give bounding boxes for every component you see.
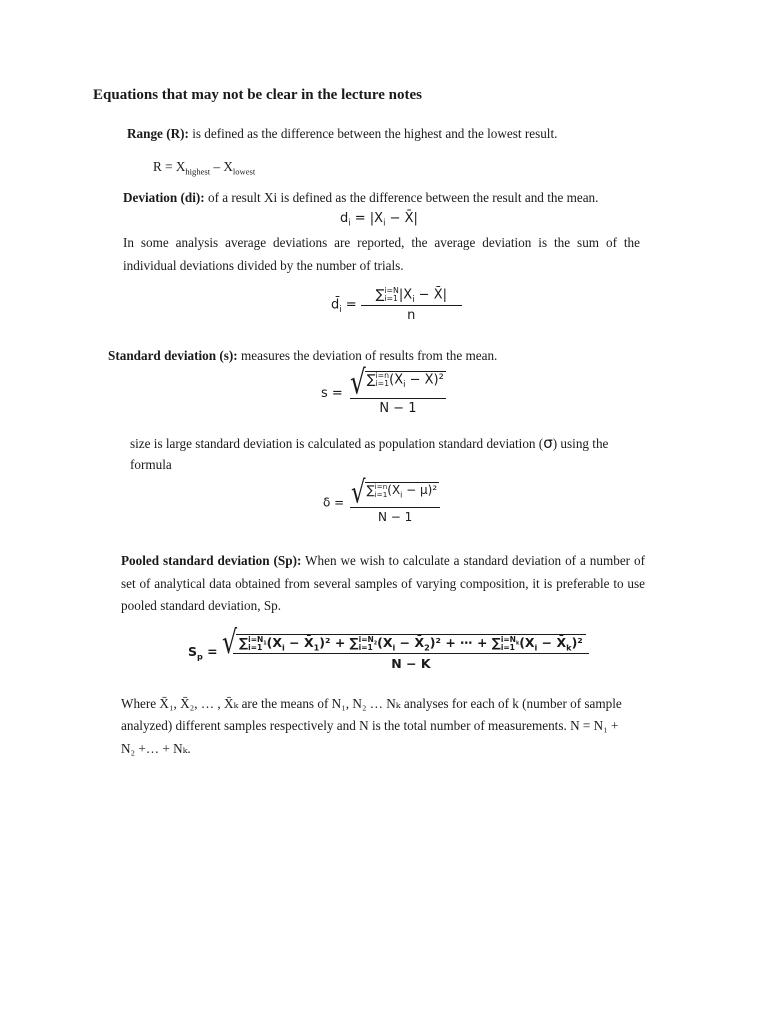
- std-body-end: − X̄)²: [405, 372, 444, 388]
- population-std-paragraph-line1: [130, 432, 608, 456]
- pop-std-fraction: √ ∑ i=n i=1 $(X_i - \mu)^2$ N − 1: [348, 482, 442, 524]
- sigma-symbol: σ: [543, 434, 553, 452]
- std-sum-top: i=n: [375, 371, 390, 380]
- avg-dev-sum-bottom: i=1: [384, 293, 399, 303]
- deviation-equation: $d_i = |X_i$ − X̄|: [340, 211, 418, 228]
- deviation-eq-body: |X: [369, 211, 384, 226]
- population-std-equation: [323, 475, 442, 524]
- pooled-lhs-sub: p: [197, 651, 203, 662]
- std-label: Standard deviation (s):: [108, 348, 238, 363]
- std-text: measures the deviation of results from the mean.: [237, 348, 498, 363]
- avg-dev-lhs: d̄: [331, 297, 340, 313]
- avg-dev-num-end: − X̄|: [414, 287, 447, 303]
- pooled-std-equation: $S_p$ = √ ∑ $i=N_1$ i=1 ($X_i$ − $X̄_1)^2$ + ∑ $i=N_2$ i=1 ($X_i$ − $X̄_2)^2$ + ⋯ + ∑ $i=N_k$ i=1 ($X_i$ − $X̄_k)^2$ N − K: [188, 634, 586, 671]
- pop-std-sum-top: i=n: [374, 482, 388, 492]
- range-eq-prefix: R = X: [153, 159, 186, 174]
- range-eq-sub-highest: highest: [185, 166, 211, 177]
- range-eq-sub-lowest: lowest: [232, 166, 256, 177]
- avg-dev-fraction: ∑ i=N i=1 $|X_i$ − X̄| n: [361, 287, 462, 323]
- pooled-lhs: S: [188, 644, 198, 659]
- pop-std-text-end: ) using the: [552, 436, 609, 451]
- std-denominator: N − 1: [350, 398, 446, 416]
- range-text: is defined as the difference between the highest and the lowest result.: [188, 126, 558, 141]
- pop-std-body-end: − μ)²: [402, 483, 438, 497]
- pop-std-sum-bottom: i=1: [374, 489, 388, 499]
- average-deviation-equation: $d̄_i$ = ∑ i=N i=1 $|X_i$ − X̄| n: [331, 287, 462, 323]
- std-body: (X: [389, 372, 404, 388]
- range-definition: [127, 123, 557, 146]
- pooled-where-line3: N₂ +… + Nₖ.: [121, 741, 191, 756]
- pooled-denominator: N − K: [233, 653, 589, 671]
- pooled-where-line2: analyzed) different samples respectively and N is the total number of measurements. N = N₁ +: [121, 718, 619, 733]
- pooled-std-text: When we wish to calculate a standard deviation of a number of set of analytical data obtained from several samples of varying composition, it is preferable to use pooled standard deviation, Sp.: [121, 553, 646, 613]
- range-label: Range (R):: [127, 126, 189, 141]
- std-sum-bottom: i=1: [375, 378, 390, 388]
- avg-dev-denominator: n: [361, 305, 462, 323]
- pooled-sqrt: √ ∑ $i=N_1$ i=1 ($X_i$ − $X̄_1)^2$ + ∑ $i=N_2$ i=1 ($X_i$ − $X̄_2)^2$ + ⋯ + ∑ $i=N_k$ i=1 ($X_i$ − $X̄_k)^2$ N − K: [222, 634, 586, 671]
- population-std-paragraph-line2: formula: [130, 457, 172, 472]
- pooled-std-label: Pooled standard deviation (Sp):: [121, 553, 302, 568]
- std-definition: [108, 345, 497, 368]
- pop-std-text: size is large standard deviation is calculated as population standard deviation (: [130, 436, 544, 451]
- std-lhs: s =: [321, 385, 343, 401]
- range-eq-mid: – X: [210, 159, 233, 174]
- std-equation: [321, 362, 449, 416]
- avg-dev-sum-top: i=N: [384, 286, 399, 295]
- deviation-label: Deviation (di):: [123, 190, 205, 205]
- pop-std-body: (X: [387, 483, 401, 497]
- pop-std-denominator: N − 1: [350, 507, 440, 524]
- pooled-std-paragraph: [121, 550, 645, 618]
- pop-std-lhs: δ =: [323, 495, 345, 510]
- range-equation: [153, 156, 255, 179]
- average-deviation-paragraph: In some analysis average deviations are reported, the average deviation is the sum of the individual deviations divided by the number of trials.: [123, 235, 640, 273]
- deviation-definition: [123, 187, 598, 210]
- page-title: Equations that may not be clear in the lecture notes: [93, 87, 423, 103]
- deviation-eq-end: − X̄|: [385, 211, 418, 226]
- std-fraction: √ ∑ i=n i=1 ($X_i$ − X̄)² N − 1: [347, 371, 449, 416]
- avg-dev-num-body: |X: [398, 287, 413, 303]
- deviation-text: of a result Xi is defined as the difference between the result and the mean.: [204, 190, 599, 205]
- pooled-where-line1: Where X̄₁, X̄₂, … , X̄ₖ are the means of N₁, N₂ … Nₖ analyses for each of k (number of sample: [121, 696, 622, 711]
